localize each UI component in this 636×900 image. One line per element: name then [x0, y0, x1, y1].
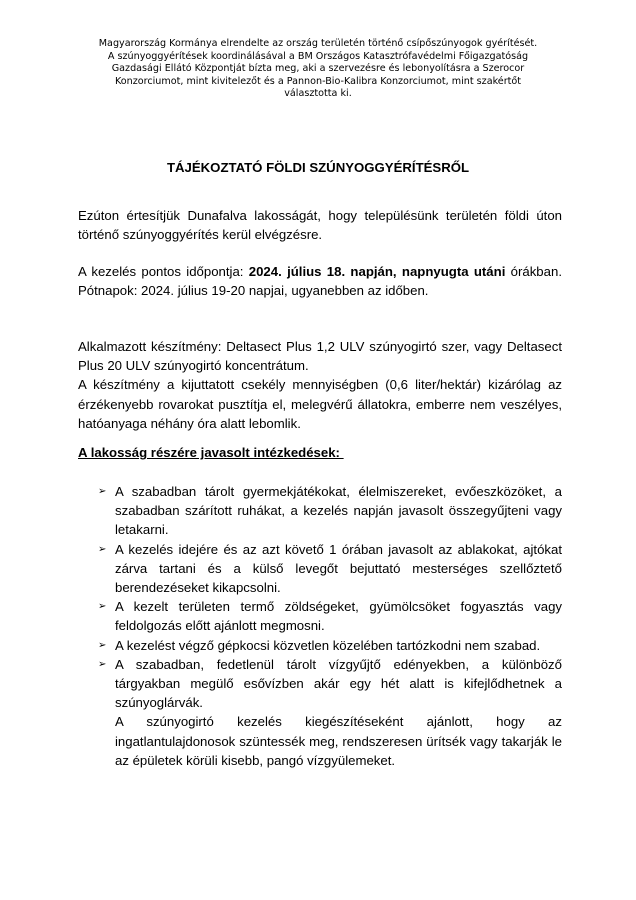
additional-recommendation: A szúnyogirtó kezelés kiegészítéseként ajánlott, hogy az ingatlantulajdonosok szüntessék meg, rendszeresen ürítsék vagy takarják le az épületek körüli kisebb, pangó vízgyülemeket.: [115, 714, 562, 768]
schedule-prefix: A kezelés pontos időpontja:: [78, 264, 249, 279]
list-item: [98, 597, 562, 635]
measures-heading: A lakosság részére javasolt intézkedések:: [78, 445, 344, 460]
product-text: Alkalmazott készítmény: Deltasect Plus 1,2 ULV szúnyogirtó szer, vagy Deltasect Plus 20 ULV szúnyogirtó koncentrátum.: [78, 339, 562, 374]
list-item-text: A szabadban, fedetlenül tárolt vízgyűjtő edényekben, a különböző tárgyakban megülő esővízben akár egy hét alatt is kifejlődhetnek a szúnyoglárvák.: [115, 656, 562, 711]
list-item: [98, 655, 562, 713]
list-item: [98, 636, 562, 655]
list-item-text: A kezelés idejére és az azt követő 1 órában javasolt az ablakokat, ajtókat zárva tartani és a külső levegőt bejuttató mesterséges szellőztető berendezéseket kikapcsolni.: [115, 541, 562, 596]
schedule-text: [78, 262, 562, 300]
intro-paragraph: [78, 206, 562, 244]
list-item: [98, 482, 562, 540]
header-line: Magyarország Kormánya elrendelte az ország területén történő csípőszúnyogok gyérítését.: [98, 38, 538, 49]
list-item: [98, 540, 562, 598]
intro-text: Ezúton értesítjük Dunafalva lakosságát, hogy településünk területén földi úton történő szúnyoggyérítés kerül elvégzésre.: [78, 208, 562, 243]
document-title: TÁJÉKOZTATÓ FÖLDI SZÚNYOGGYÉRÍTÉSRŐL: [166, 160, 470, 175]
schedule-suffix: órákban. Pótnapok: 2024. július 19-20 napjai, ugyanebben az időben.: [78, 264, 562, 299]
schedule-date: 2024. július 18. napján, napnyugta utáni: [248, 264, 506, 279]
arrow-bullet-icon: ➢: [98, 639, 107, 651]
header-notice: [60, 38, 576, 101]
arrow-bullet-icon: ➢: [98, 486, 107, 497]
safety-text: A készítmény a kijuttatott csekély mennyiségben (0,6 liter/hektár) kizárólag az érzékenyebb rovarokat pusztítja el, melegvérű állatokra, emberre nem veszélyes, hatóanyaga néhány óra alatt lebomlik.: [78, 377, 562, 431]
schedule-paragraph: [78, 262, 562, 300]
header-line: A szúnyoggyérítések koordinálásával a BM Országos Katasztrófavédelmi Főigazgatóság: [107, 50, 529, 62]
header-line: Gazdasági Ellátó Központját bízta meg, aki a szervezésre és lebonyolításra a Szerocor: [111, 63, 525, 75]
header-line: Konzorciumot, mint kivitelezőt és a Pannon-Bio-Kalibra Konzorciumot, mint szakértőt: [114, 75, 522, 87]
list-item-text: A kezelést végző gépkocsi közvetlen közelében tartózkodni nem szabad.: [115, 637, 541, 653]
arrow-bullet-icon: ➢: [98, 543, 107, 555]
preparation-paragraph: [78, 337, 562, 433]
arrow-bullet-icon: ➢: [98, 601, 107, 613]
arrow-bullet-icon: ➢: [98, 658, 107, 670]
list-item-text: A szabadban tárolt gyermekjátékokat, élelmiszereket, evőeszközöket, a szabadban szárított ruhákat, a kezelés napján javasolt összegyűjteni vagy letakarni.: [115, 484, 562, 538]
list-item-text: A kezelt területen termő zöldségeket, gyümölcsöket fogyasztás vagy feldolgozás előtt ajánlott megmosni.: [115, 599, 562, 634]
header-line: választotta ki.: [284, 88, 352, 100]
measures-list: [98, 482, 562, 770]
